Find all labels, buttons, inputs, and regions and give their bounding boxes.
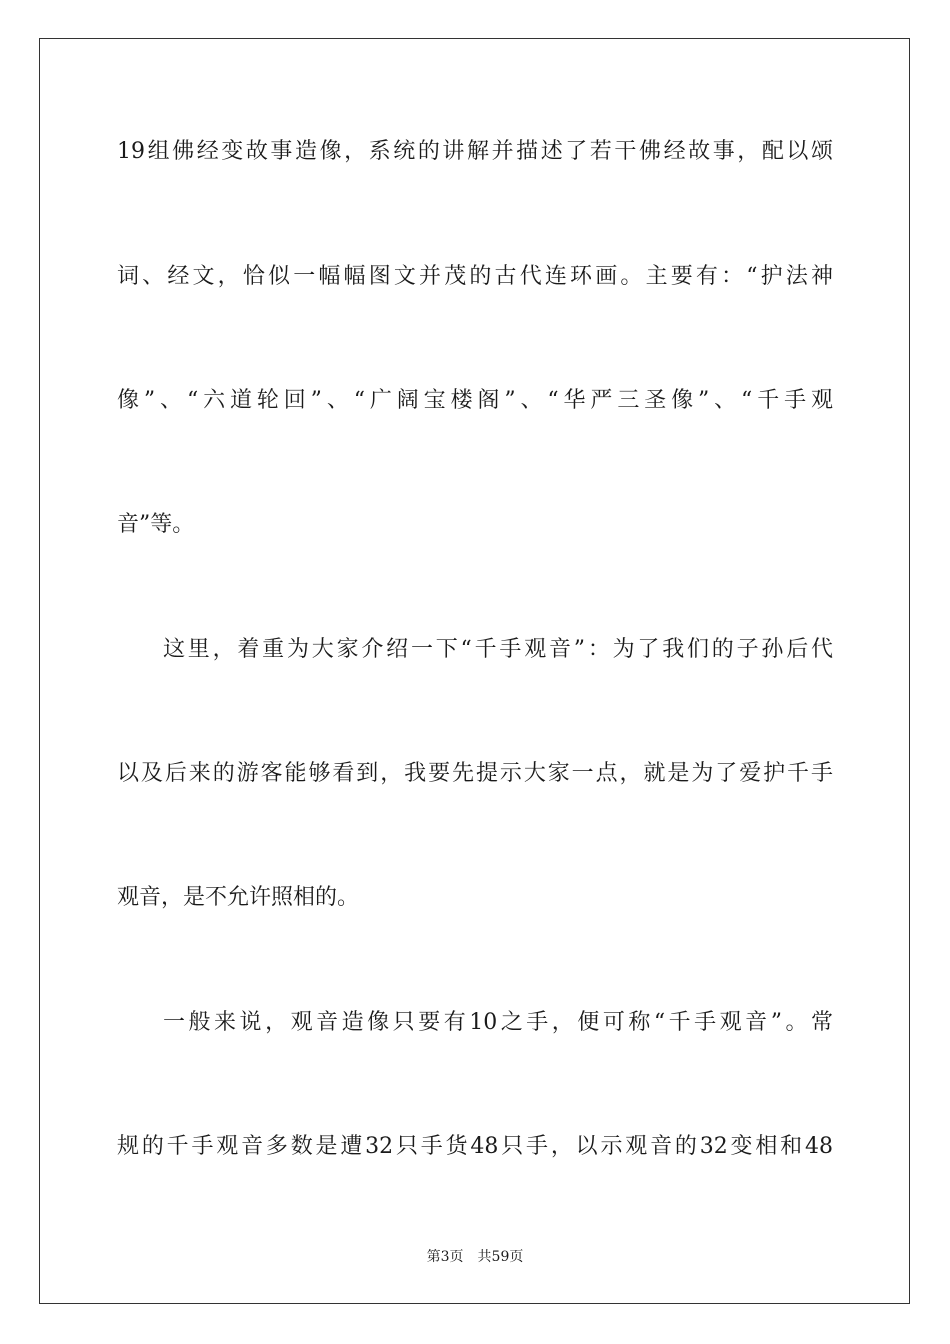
body-text-line: 音”等。	[117, 512, 195, 537]
page-total: 共59页	[477, 1249, 524, 1265]
paragraph-first-line: 一般来说，观音造像只要有10之手，便可称“千手观音”。常	[163, 1010, 833, 1035]
paragraph-first-line: 这里，着重为大家介绍一下“千手观音”：为了我们的子孙后代	[163, 637, 833, 662]
body-text-line: 词、经文，恰似一幅幅图文并茂的古代连环画。主要有：“护法神	[117, 264, 833, 289]
body-text-line: 像”、“六道轮回”、“广阔宝楼阁”、“华严三圣像”、“千手观	[117, 388, 833, 413]
page-number: 第3页	[426, 1249, 464, 1265]
body-text-line: 观音，是不允许照相的。	[117, 885, 360, 910]
body-text-line: 以及后来的游客能够看到，我要先提示大家一点，就是为了爱护千手	[117, 761, 833, 786]
body-text-line: 19组佛经变故事造像，系统的讲解并描述了若干佛经故事，配以颂	[117, 139, 833, 164]
page-footer	[0, 1247, 950, 1267]
body-text-line: 规的千手观音多数是遭32只手货48只手，以示观音的32变相和48	[117, 1134, 833, 1159]
page-border	[39, 38, 910, 1304]
